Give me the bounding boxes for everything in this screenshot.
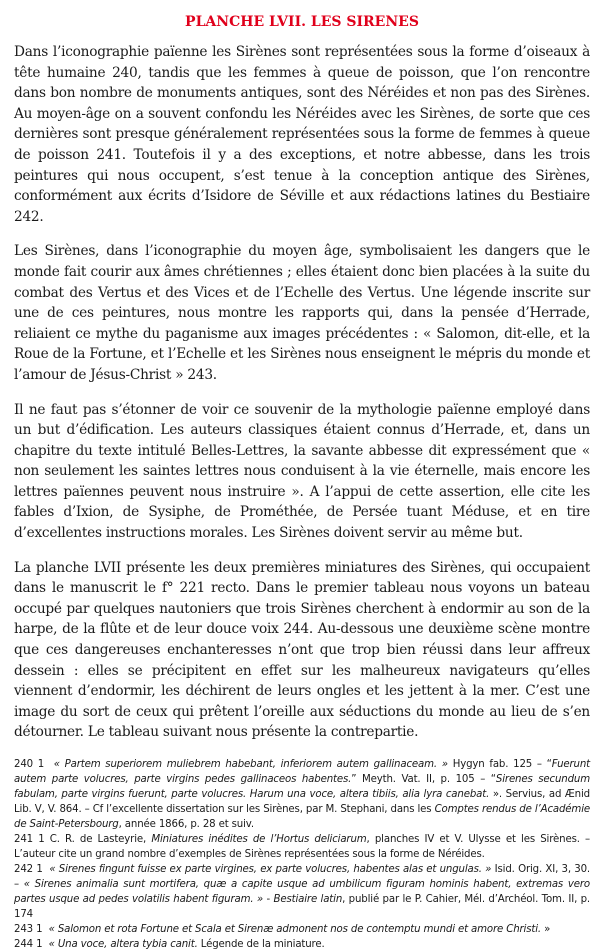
page-title: PLANCHE LVII. LES SIRENES — [185, 14, 419, 30]
footnote-text: , planches IV et V. Ulysse et les Sirènes. – L’auteur cite un grand nombre d’exemples de Sirènes représentées sous la forme de Néréides. — [14, 834, 590, 860]
footnote-quote: « Partem superiorem muliebrem habebant, inferiorem autem gallinaceam. » — [53, 759, 448, 770]
footnote-text: - — [263, 894, 274, 905]
footnote-quote: Sirenes secundum fabulam, parte virgins fuerunt, parte volucres. Harum una voce, altera tibiis, alia lyra canebat. — [14, 774, 591, 800]
footnote-text: , année 1866, p. 28 et suiv. — [118, 819, 254, 830]
footnote-number: 241 1 — [14, 834, 45, 845]
footnote-text: Légende de la miniature. — [197, 939, 325, 950]
footnote-240 — [14, 757, 590, 832]
footnote-number: 242 1 — [14, 864, 43, 875]
footnotes — [14, 757, 590, 952]
footnote-text: C. R. de Lasteyrie, — [44, 834, 152, 845]
footnote-number: 240 1 — [14, 759, 45, 770]
footnote-quote: « Sirenes fingunt fuisse ex parte virgines, ex parte volucres, habentes alas et ungulas. » — [49, 864, 492, 875]
footnote-number: 244 1 — [14, 939, 43, 950]
footnote-text: Isid. Orig. XI, 3, 30. – — [14, 864, 590, 890]
footnote-quote: Miniatures inédites de l’Hortus deliciarum — [151, 834, 367, 845]
footnote-text: ». Servius, ad Ænid Lib. V, V. 864. – Cf l’excellente dissertation sur les Sirènes, par M. Stephani, dans les — [14, 789, 590, 815]
paragraph-4: La planche LVII présente les deux premières miniatures des Sirènes, qui occupaient dans le manuscrit le f° 221 recto. Dans le premier tableau nous voyons un bateau occupé par quelques nautoniers que trois Sirènes cherchent à endormir au son de la harpe, de la flûte et de leur douce voix 244. Au-dessous une deuxième scène montre que ces dangereuses enchanteresses n’ont que trop bien réussi dans leur affreux dessein : elles se précipitent en effet sur les malheureux navigateurs qu’elles viennent d’endormir, les déchirent de leurs ongles et les jettent à la mer. C’est une image du sort de ceux qui prêtent l’oreille aux séductions du monde au lieu de s’en détourner. Le tableau suivant nous présente la contrepartie. — [14, 559, 590, 741]
footnote-text: Hygyn fab. 125 – “ — [447, 759, 552, 770]
footnote-quote: Bestiaire latin — [273, 894, 343, 905]
footnote-241 — [14, 832, 590, 862]
footnote-quote: Fuerunt autem parte volucres, parte virgins pedes gallinaceos habentes. — [14, 759, 590, 785]
paragraph-1: Dans l’iconographie païenne les Sirènes sont représentées sous la forme d’oiseaux à tête humaine 240, tandis que les femmes à queue de poisson, que l’on rencontre dans bon nombre de monuments antiques, sont des Néréides et non pas des Sirènes. Au moyen-âge on a souvent confondu les Néréides avec les Sirènes, de sorte que ces dernières sont presque généralement représentées sous la forme de femmes à queue de poisson 241. Toutefois il y a des exceptions, et notre abbesse, dans les trois peintures qui nous occupent, s’est tenue à la conception antique des Sirènes, conformément aux écrits d’Isidore de Séville et aux rédactions latines du Bestiaire 242. — [14, 44, 590, 225]
footnote-quote: « Una voce, altera tybia canit. — [48, 939, 198, 950]
footnote-quote: « Salomon et rota Fortune et Scala et Sirenæ admonent nos de contemptu mundi et amore Christi. — [48, 924, 542, 935]
footnote-243 — [14, 922, 590, 937]
paragraph-3: Il ne faut pas s’étonner de voir ce souvenir de la mythologie païenne employé dans un but d’édification. Les auteurs classiques étaient connus d’Herrade, et, dans un chapitre du texte intitulé Belles-Lettres, la savante abbesse dit expressément que « non seulement les saintes lettres nous conduisent à la vie éternelle, mais encore les lettres païennes peuvent nous instruire ». A l’appui de cette assertion, elle cite les fables d’Ixion, de Sysiphe, de Prométhée, de Persée tuant Méduse, et en tire d’excellentes instructions morales. Les Sirènes doivent servir au même but. — [14, 401, 590, 542]
footnote-242 — [14, 862, 590, 922]
footnote-text: , publié par le P. Cahier, Mél. d’Archéol. Tom. II, p. 174 — [14, 894, 591, 920]
footnote-quote: « Sirenes animalia sunt mortifera, quæ a capite usque ad umbilicum figuram hominis habent, extremas vero partes usque ad pedes volatilis habent figuram. » — [14, 879, 590, 905]
footnote-text: » — [541, 924, 551, 935]
footnote-quote: Comptes rendus de l’Académie de Saint-Petersbourg — [14, 804, 590, 830]
paragraph-2: Les Sirènes, dans l’iconographie du moyen âge, symbolisaient les dangers que le monde fait courir aux âmes chrétiennes ; elles étaient donc bien placées à la suite du combat des Vertus et des Vices et de l’Echelle des Vertus. Une légende inscrite sur une de ces peintures, nous montre les rapports qui, dans la pensée d’Herrade, reliaient ce mythe du paganisme aux images précédentes : « Salomon, dit-elle, et la Roue de la Fortune, et l’Echelle et les Sirènes nous enseignent le mépris du monde et l’amour de Jésus-Christ » 243. — [14, 243, 590, 383]
footnote-244 — [14, 937, 590, 952]
footnote-number: 243 1 — [14, 924, 43, 935]
footnote-text: ” Meyth. Vat. II, p. 105 – “ — [351, 774, 496, 785]
